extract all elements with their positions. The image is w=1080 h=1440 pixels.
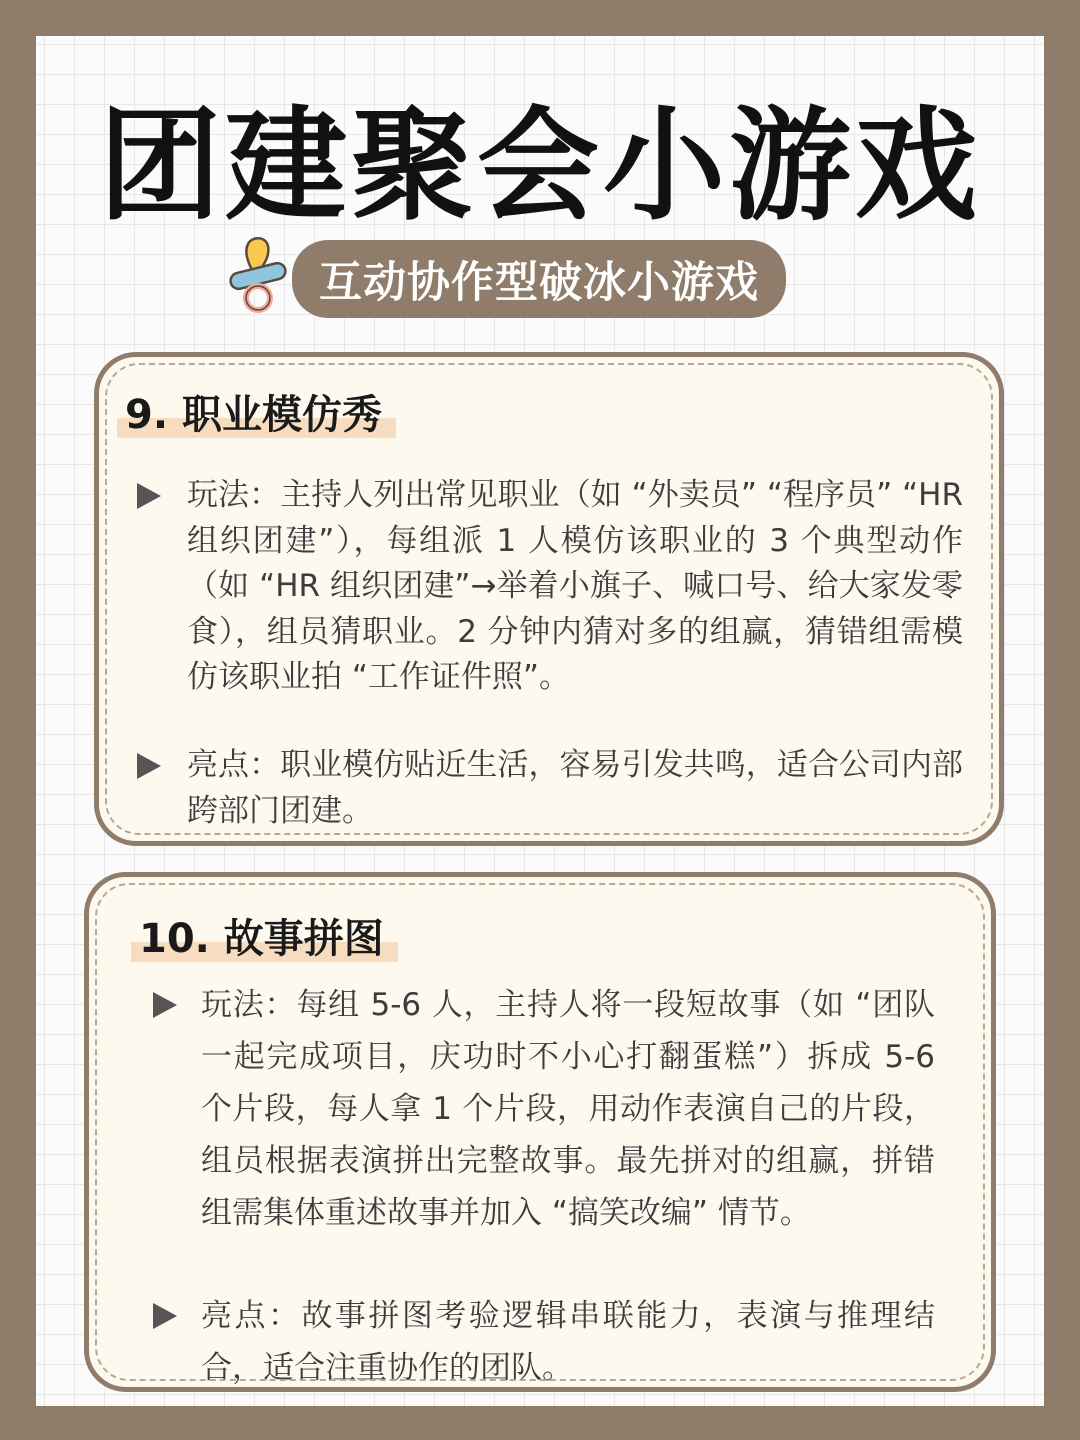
triangle-right-icon: [137, 753, 161, 779]
card-heading: [131, 907, 398, 964]
list-item-text: 亮点：故事拼图考验逻辑串联能力，表演与推理结合，适合注重协作的团队。: [201, 1298, 935, 1386]
game-card-9: [94, 352, 1004, 846]
triangle-right-icon: [153, 992, 177, 1018]
page-title: 团建聚会小游戏: [99, 95, 981, 237]
list-item-text: 亮点：职业模仿贴近生活，容易引发共鸣，适合公司内部跨部门团建。: [187, 747, 963, 829]
list-item-text: 玩法：主持人列出常见职业（如 “外卖员” “程序员” “HR 组织团建”），每组派 1 人模仿该职业的 3 个典型动作（如 “HR 组织团建”→举着小旗子、喊口号、给大家发零食），组员猜职业。2 分钟内猜对多的组赢，猜错组需模仿该职业拍 “工作证件照”。: [187, 477, 963, 695]
triangle-right-icon: [137, 483, 161, 509]
card-heading-text: 9. 职业模仿秀: [125, 392, 382, 438]
list-item-highlight: [137, 743, 967, 834]
list-item-text: 玩法：每组 5-6 人，主持人将一段短故事（如 “团队一起完成项目，庆功时不小心打翻蛋糕”）拆成 5-6 个片段，每人拿 1 个片段，用动作表演自己的片段，组员根据表演拼出完整故事。最先拼对的组赢，拼错组需集体重述故事并加入 “搞笑改编” 情节。: [201, 987, 935, 1231]
pacifier-icon: [222, 236, 300, 316]
card-heading: [117, 383, 396, 440]
game-card-10: [84, 872, 996, 1392]
list-item-highlight: [153, 1290, 953, 1394]
triangle-right-icon: [153, 1303, 177, 1329]
list-item-gameplay: [153, 979, 953, 1239]
list-item-gameplay: [137, 473, 967, 701]
card-heading-text: 10. 故事拼图: [139, 916, 384, 962]
subtitle-pill: 互动协作型破冰小游戏: [292, 240, 786, 318]
